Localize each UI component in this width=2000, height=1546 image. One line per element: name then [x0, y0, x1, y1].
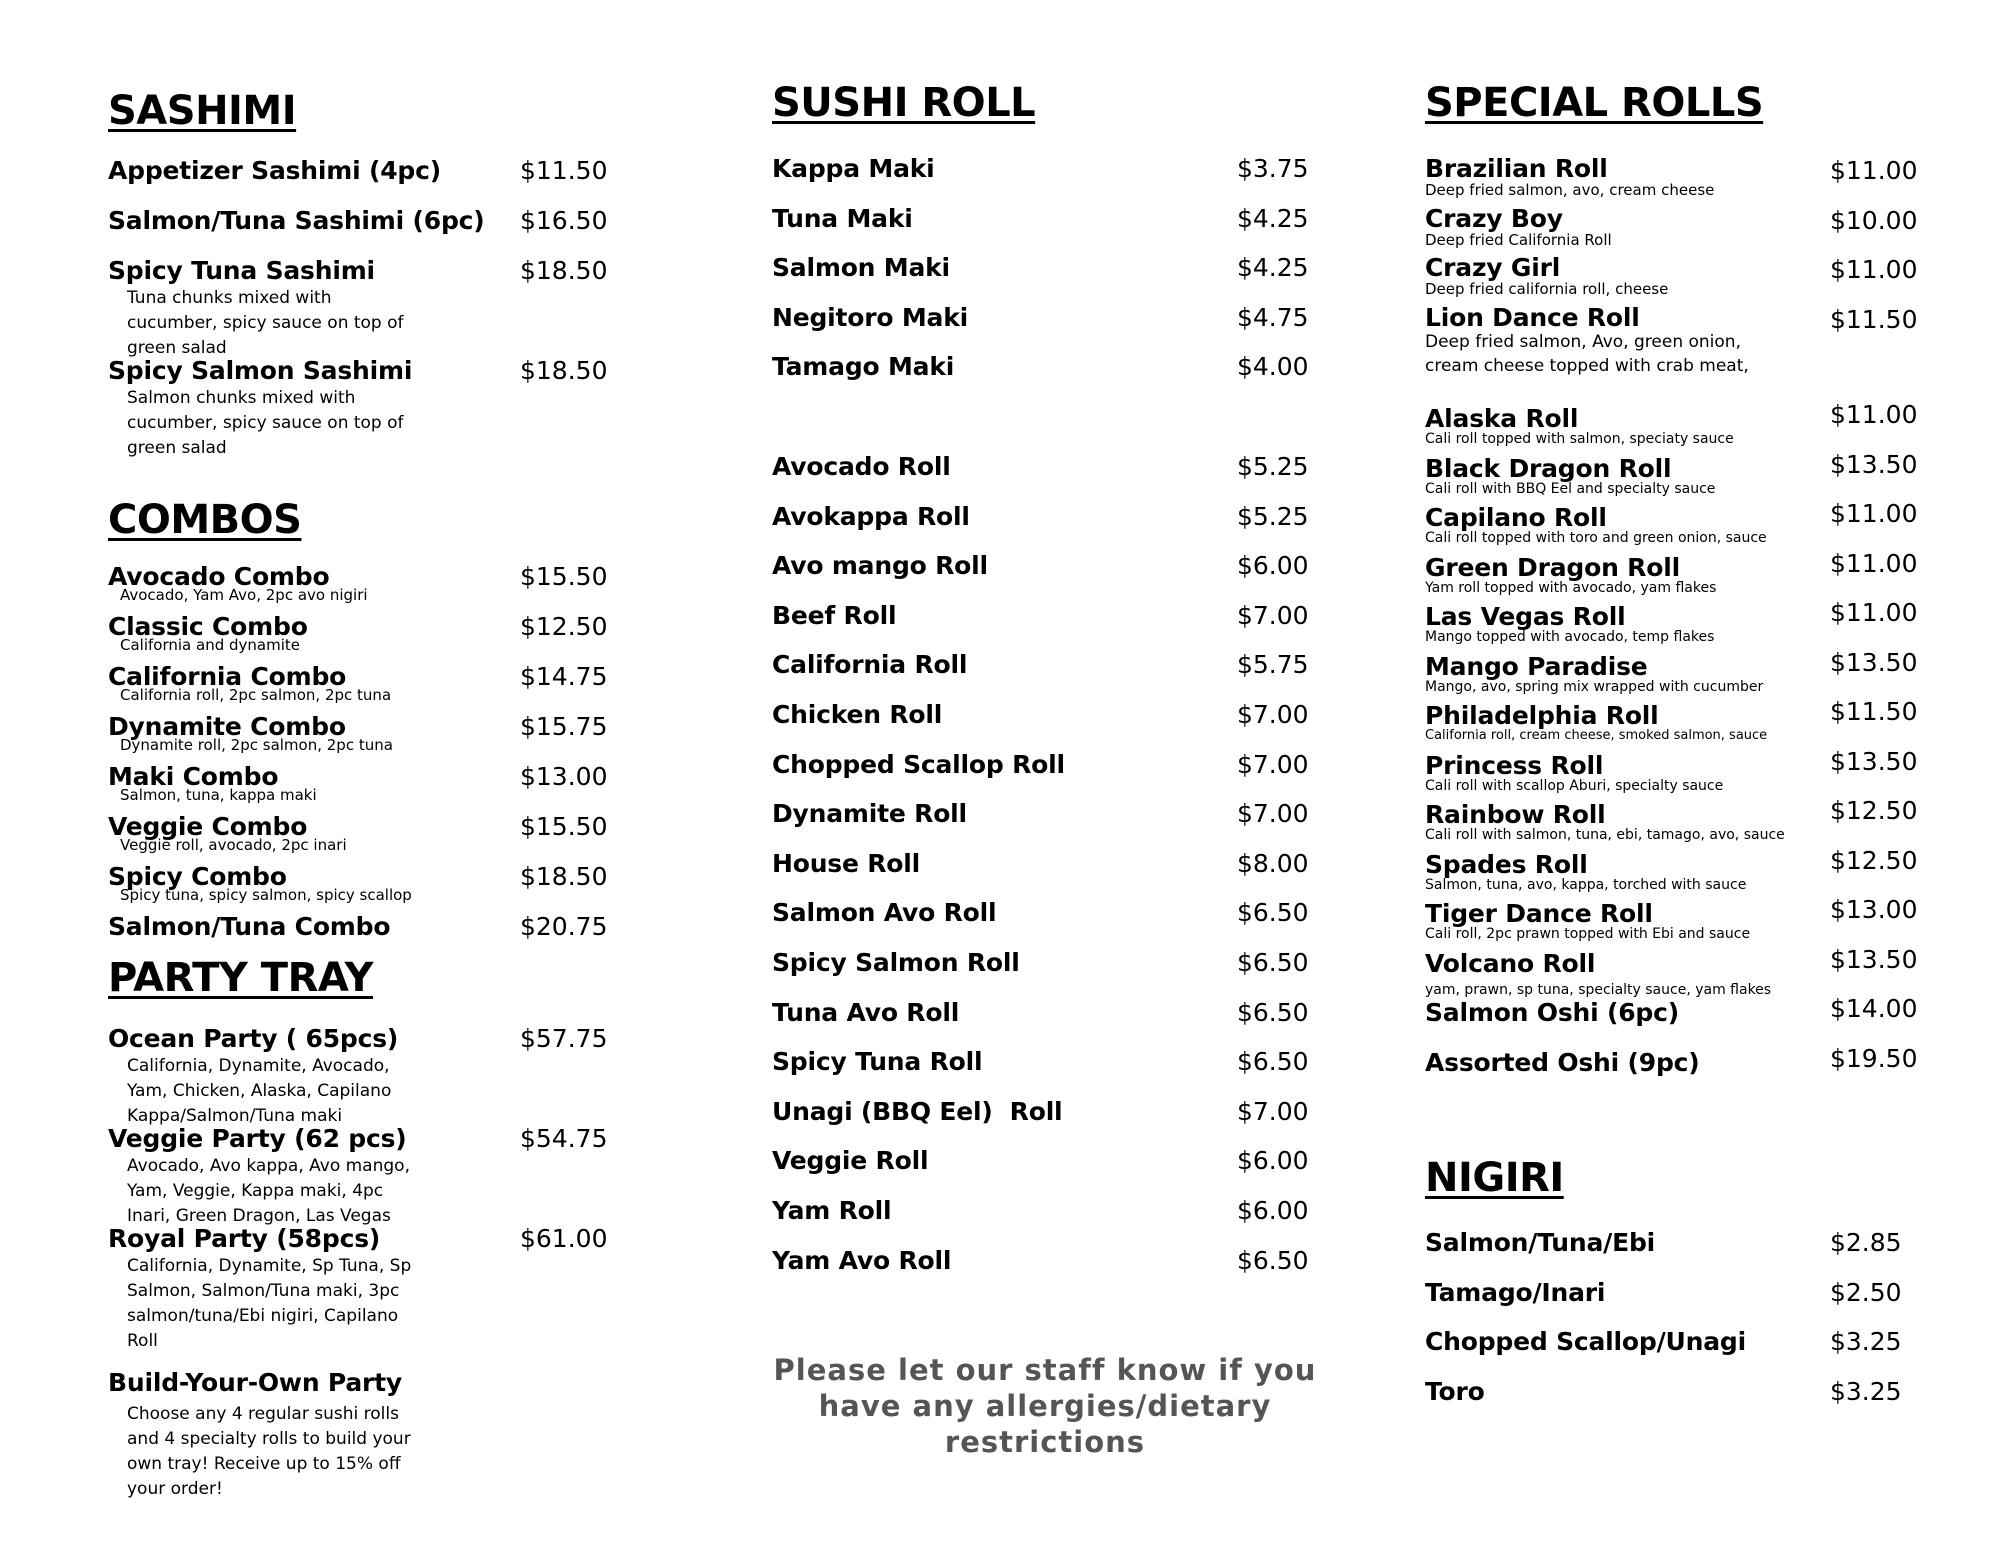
item-description: Deep fried california roll, cheese — [1425, 280, 1669, 298]
item-name: Tamago/Inari — [1425, 1277, 1606, 1307]
menu-item — [1425, 154, 1985, 204]
menu-item — [108, 1124, 628, 1224]
item-description: Deep fried salmon, Avo, green onion, cream cheese topped with crab meat, — [1425, 331, 1749, 376]
menu-item — [1425, 895, 1985, 949]
item-name: Spicy Tuna Roll — [772, 1047, 983, 1077]
item-name: Tuna Maki — [772, 203, 913, 233]
item-description: Yam roll topped with avocado, yam flakes — [1425, 579, 1717, 596]
menu-item — [772, 452, 1332, 502]
item-price: $8.00 — [1237, 848, 1309, 878]
item-description: Cali roll with salmon, tuna, ebi, tamago, avo, sauce — [1425, 827, 1785, 843]
menu-item — [1425, 253, 1985, 303]
item-price: $6.50 — [1237, 1047, 1309, 1077]
menu-item — [1425, 1327, 1985, 1377]
item-price: $11.50 — [1830, 304, 1918, 334]
item-price: $13.50 — [1830, 746, 1918, 776]
item-price: $15.75 — [520, 712, 608, 741]
item-price: $13.50 — [1830, 647, 1918, 677]
item-description: Veggie roll, avocado, 2pc inari — [120, 836, 347, 854]
item-description: California and dynamite — [120, 636, 300, 654]
item-description: Deep fried California Roll — [1425, 230, 1612, 249]
item-price: $13.50 — [1830, 944, 1918, 974]
menu-item — [772, 849, 1332, 899]
item-name: Tiger Dance Roll — [1425, 899, 1653, 928]
menu-item — [1425, 598, 1985, 652]
item-description: Dynamite roll, 2pc salmon, 2pc tuna — [120, 736, 393, 754]
menu-item — [1425, 303, 1985, 383]
item-price: $16.50 — [520, 206, 608, 235]
item-price: $12.50 — [1830, 845, 1918, 875]
item-name: Avocado Roll — [772, 452, 951, 481]
item-price: $11.50 — [520, 156, 608, 185]
item-description: Cali roll topped with toro and green onion, sauce — [1425, 530, 1767, 546]
item-name: Volcano Roll — [1425, 948, 1596, 978]
item-name: Spicy Salmon Roll — [772, 947, 1020, 977]
item-price: $54.75 — [520, 1124, 608, 1153]
item-name: Spicy Tuna Sashimi — [108, 256, 375, 285]
rolls-list — [772, 452, 1332, 1295]
item-name: Yam Roll — [772, 1195, 892, 1225]
item-price: $6.50 — [1237, 947, 1309, 977]
item-name: Salmon/Tuna Sashimi (6pc) — [108, 206, 485, 235]
item-price: $7.00 — [1237, 799, 1309, 829]
item-price: $6.50 — [1237, 997, 1309, 1027]
party-list — [108, 1024, 628, 1508]
item-price: $13.00 — [1830, 895, 1918, 924]
menu-item — [772, 1047, 1332, 1097]
item-name: Chopped Scallop/Unagi — [1425, 1327, 1746, 1356]
menu-item — [1425, 697, 1985, 751]
item-name: Green Dragon Roll — [1425, 552, 1680, 582]
item-name: Chopped Scallop Roll — [772, 749, 1065, 779]
item-name: Mango Paradise — [1425, 651, 1648, 681]
item-price: $57.75 — [520, 1024, 608, 1053]
item-description: California, Dynamite, Avocado, Yam, Chicken, Alaska, Capilano Kappa/Salmon/Tuna maki — [127, 1056, 392, 1126]
item-name: Royal Party (58pcs) — [108, 1224, 381, 1253]
menu-item — [1425, 944, 1985, 998]
item-name: Salmon Maki — [772, 253, 950, 282]
item-description: Avocado, Yam Avo, 2pc avo nigiri — [120, 586, 368, 604]
item-name: Lion Dance Roll — [1425, 302, 1640, 332]
item-price: $20.75 — [520, 912, 608, 941]
menu-item — [772, 948, 1332, 998]
item-price: $7.00 — [1237, 699, 1309, 729]
item-description: Spicy tuna, spicy salmon, spicy scallop — [120, 886, 412, 904]
item-description: Avocado, Avo kappa, Avo mango, Yam, Veggie, Kappa maki, 4pc Inari, Green Dragon, Las Vegas — [127, 1156, 410, 1226]
menu-item — [1425, 845, 1985, 900]
item-price: $12.50 — [520, 612, 608, 641]
item-price: $13.00 — [520, 762, 608, 791]
item-price: $4.25 — [1237, 253, 1309, 282]
menu-item — [772, 502, 1332, 552]
item-price: $18.50 — [520, 356, 608, 385]
item-price: $19.50 — [1830, 1043, 1918, 1073]
item-price: $6.00 — [1237, 1195, 1309, 1225]
special-list-a — [1425, 154, 1985, 383]
item-name: Spicy Salmon Sashimi — [108, 356, 413, 385]
item-name: Tuna Avo Roll — [772, 997, 960, 1027]
combos-list — [108, 562, 628, 952]
menu-item — [772, 1246, 1332, 1296]
menu-item — [1425, 796, 1985, 850]
item-name: Veggie Roll — [772, 1146, 929, 1176]
menu-item — [108, 356, 628, 456]
menu-item — [1425, 1228, 1985, 1278]
menu-item — [1425, 548, 1985, 603]
menu-item — [772, 601, 1332, 651]
menu-item — [108, 256, 628, 356]
item-price: $3.25 — [1830, 1376, 1902, 1406]
menu-item — [108, 612, 628, 662]
item-price: $7.00 — [1237, 600, 1309, 630]
item-description: Salmon, tuna, kappa maki — [120, 786, 317, 804]
item-description: California roll, cream cheese, smoked salmon, sauce — [1425, 728, 1768, 743]
menu-item — [772, 1196, 1332, 1246]
item-name: Rainbow Roll — [1425, 800, 1606, 829]
item-name: Assorted Oshi (9pc) — [1425, 1047, 1700, 1077]
item-price: $11.00 — [1830, 400, 1918, 429]
item-description: Salmon chunks mixed with cucumber, spicy sauce on top of green salad — [127, 388, 404, 458]
menu-item — [1425, 1377, 1985, 1427]
menu-item — [772, 253, 1332, 303]
item-description: Cali roll topped with salmon, speciaty sauce — [1425, 431, 1734, 447]
item-price: $15.50 — [520, 562, 608, 591]
item-price: $6.50 — [1237, 1245, 1309, 1275]
item-price: $18.50 — [520, 256, 608, 285]
menu-item — [1425, 647, 1985, 702]
menu-item — [1425, 1043, 1985, 1098]
section-title-sashimi: SASHIMI — [108, 88, 297, 134]
item-price: $10.00 — [1830, 205, 1918, 235]
item-name: Salmon/Tuna Combo — [108, 912, 391, 941]
item-name: Las Vegas Roll — [1425, 602, 1626, 631]
section-title-nigiri: NIGIRI — [1425, 1155, 1564, 1201]
menu-item — [108, 762, 628, 812]
menu-item — [772, 1146, 1332, 1196]
item-price: $13.50 — [1830, 449, 1918, 479]
item-name: Princess Roll — [1425, 750, 1604, 780]
menu-item — [772, 551, 1332, 601]
item-price: $11.00 — [1830, 255, 1918, 284]
menu-item — [108, 562, 628, 612]
item-name: Kappa Maki — [772, 154, 935, 183]
item-price: $18.50 — [520, 862, 608, 891]
item-price: $4.75 — [1237, 302, 1309, 332]
allergy-notice: Please let our staff know if you have any allergies/dietary restrictions — [773, 1353, 1317, 1459]
item-name: Black Dragon Roll — [1425, 453, 1672, 483]
item-name: Alaska Roll — [1425, 404, 1579, 433]
item-name: Salmon Oshi (6pc) — [1425, 997, 1679, 1027]
menu-item — [108, 812, 628, 862]
item-name: Avocado Combo — [108, 562, 330, 591]
item-name: Dynamite Roll — [772, 799, 967, 829]
item-price: $4.00 — [1237, 352, 1309, 381]
menu-item — [772, 1097, 1332, 1147]
item-name: Beef Roll — [772, 600, 897, 630]
item-name: Yam Avo Roll — [772, 1245, 952, 1275]
menu-item — [772, 799, 1332, 849]
item-price: $7.00 — [1237, 749, 1309, 779]
item-price: $3.75 — [1237, 154, 1309, 183]
item-price: $11.00 — [1830, 548, 1918, 578]
item-name: Ocean Party ( 65pcs) — [108, 1024, 399, 1053]
item-price: $6.50 — [1237, 898, 1309, 928]
item-description: Deep fried salmon, avo, cream cheese — [1425, 181, 1715, 199]
item-name: Avokappa Roll — [772, 501, 970, 531]
item-name: Unagi (BBQ Eel) Roll — [772, 1096, 1063, 1126]
menu-item — [108, 1224, 628, 1368]
item-name: Chicken Roll — [772, 699, 943, 729]
item-price: $11.00 — [1830, 598, 1918, 627]
menu-item — [772, 352, 1332, 402]
item-name: Negitoro Maki — [772, 302, 969, 332]
item-name: Philadelphia Roll — [1425, 701, 1659, 730]
menu-item — [772, 154, 1332, 204]
menu-item — [772, 898, 1332, 948]
item-price: $14.00 — [1830, 993, 1918, 1023]
menu-item — [108, 206, 628, 256]
item-description: Mango, avo, spring mix wrapped with cucumber — [1425, 678, 1764, 695]
item-name: Capilano Roll — [1425, 503, 1607, 532]
menu-item — [772, 650, 1332, 700]
section-title-party-tray: PARTY TRAY — [108, 955, 373, 1001]
menu-item — [772, 303, 1332, 353]
item-name: Veggie Combo — [108, 812, 308, 841]
item-name: Appetizer Sashimi (4pc) — [108, 156, 441, 185]
item-description: yam, prawn, sp tuna, specialty sauce, yam flakes — [1425, 981, 1772, 998]
item-name: California Roll — [772, 650, 968, 680]
item-price: $3.25 — [1830, 1327, 1902, 1356]
item-description: Cali roll with BBQ Eel and specialty sauce — [1425, 480, 1716, 497]
item-name: Dynamite Combo — [108, 712, 346, 741]
item-name: Spades Roll — [1425, 849, 1588, 879]
menu-item — [1425, 204, 1985, 254]
menu-item — [108, 1024, 628, 1124]
item-name: House Roll — [772, 848, 921, 878]
menu-item — [108, 1368, 628, 1508]
item-name: California Combo — [108, 662, 347, 691]
item-name: Build-Your-Own Party — [108, 1368, 403, 1397]
sashimi-list — [108, 156, 628, 456]
menu-item — [772, 700, 1332, 750]
item-description: Choose any 4 regular sushi rolls and 4 specialty rolls to build your own tray! Receive up to 15% off your order! — [127, 1404, 411, 1499]
item-price: $2.50 — [1830, 1277, 1902, 1307]
item-name: Avo mango Roll — [772, 551, 988, 581]
item-price: $15.50 — [520, 812, 608, 841]
item-description: California, Dynamite, Sp Tuna, Sp Salmon, Salmon/Tuna maki, 3pc salmon/tuna/Ebi nigiri, Capilano Roll — [127, 1256, 412, 1351]
item-description: California roll, 2pc salmon, 2pc tuna — [120, 686, 392, 704]
item-description: Salmon, tuna, avo, kappa, torched with sauce — [1425, 876, 1747, 893]
item-price: $12.50 — [1830, 796, 1918, 825]
item-description: Tuna chunks mixed with cucumber, spicy sauce on top of green salad — [127, 288, 404, 358]
item-name: Salmon/Tuna/Ebi — [1425, 1228, 1656, 1257]
menu-item — [108, 912, 628, 952]
item-price: $5.25 — [1237, 501, 1309, 531]
maki-list — [772, 154, 1332, 402]
menu-item — [1425, 746, 1985, 801]
item-name: Veggie Party (62 pcs) — [108, 1124, 407, 1153]
menu-item — [772, 204, 1332, 254]
item-name: Brazilian Roll — [1425, 154, 1608, 183]
item-price: $5.25 — [1237, 452, 1309, 481]
item-price: $11.00 — [1830, 156, 1918, 185]
item-name: Toro — [1425, 1376, 1485, 1406]
item-price: $4.25 — [1237, 203, 1309, 233]
section-title-special-rolls: SPECIAL ROLLS — [1425, 80, 1764, 126]
item-price: $11.50 — [1830, 697, 1918, 726]
section-title-sushi-roll: SUSHI ROLL — [772, 80, 1036, 126]
item-description: Cali roll, 2pc prawn topped with Ebi and sauce — [1425, 926, 1751, 942]
menu-item — [108, 156, 628, 206]
special-list-b — [1425, 400, 1985, 1098]
menu-item — [1425, 449, 1985, 504]
menu-item — [1425, 993, 1985, 1048]
item-price: $6.00 — [1237, 1146, 1309, 1176]
item-description: Mango topped with avocado, temp flakes — [1425, 629, 1715, 645]
menu-item — [1425, 499, 1985, 553]
item-name: Classic Combo — [108, 612, 308, 641]
item-price: $5.75 — [1237, 650, 1309, 680]
item-price: $11.00 — [1830, 499, 1918, 528]
item-price: $61.00 — [520, 1224, 608, 1253]
item-name: Tamago Maki — [772, 352, 955, 381]
item-name: Maki Combo — [108, 762, 279, 791]
item-name: Salmon Avo Roll — [772, 898, 997, 928]
menu-item — [108, 712, 628, 762]
item-description: Cali roll with scallop Aburi, specialty sauce — [1425, 777, 1724, 794]
item-name: Spicy Combo — [108, 862, 287, 891]
menu-item — [772, 998, 1332, 1048]
menu-item — [1425, 1278, 1985, 1328]
menu-item — [772, 750, 1332, 800]
item-price: $2.85 — [1830, 1228, 1902, 1257]
menu-item — [108, 662, 628, 712]
menu-item — [1425, 400, 1985, 454]
item-price: $7.00 — [1237, 1096, 1309, 1126]
section-title-combos: COMBOS — [108, 497, 302, 543]
item-price: $14.75 — [520, 662, 608, 691]
menu-item — [108, 862, 628, 912]
item-name: Crazy Girl — [1425, 253, 1561, 282]
item-price: $6.00 — [1237, 551, 1309, 581]
nigiri-list — [1425, 1228, 1985, 1426]
item-name: Crazy Boy — [1425, 203, 1563, 233]
